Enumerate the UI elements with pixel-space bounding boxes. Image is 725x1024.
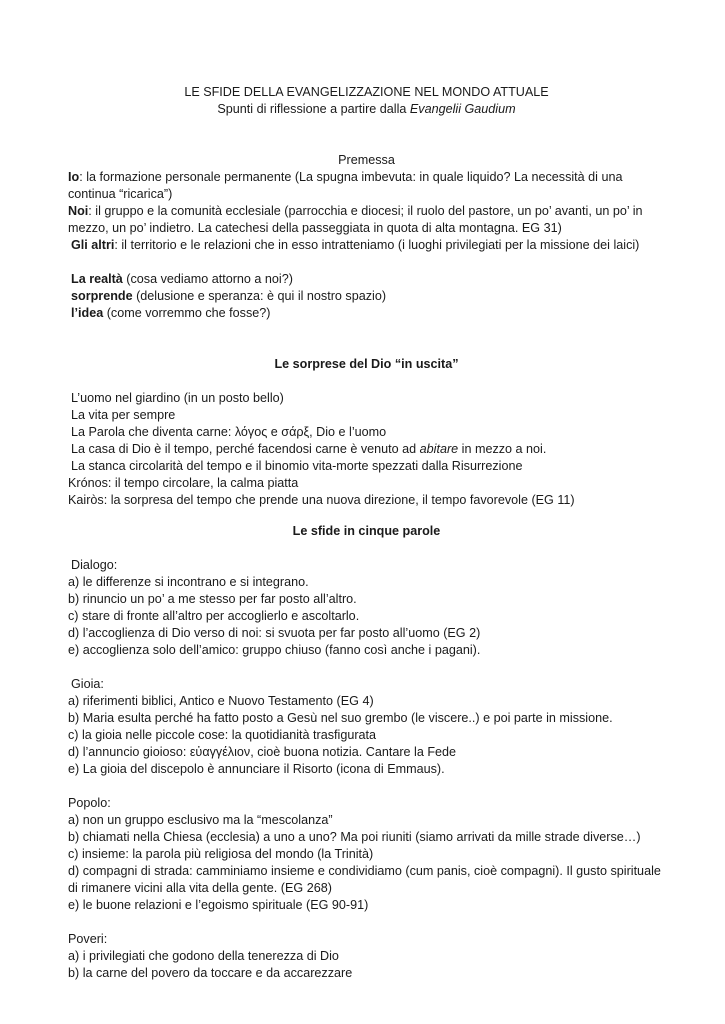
- sorprende-label: sorprende: [71, 289, 133, 303]
- gioia-item-e: e) La gioia del discepolo è annunciare il Risorto (icona di Emmaus).: [68, 762, 445, 776]
- poveri-item-a: a) i privilegiati che godono della tenerezza di Dio: [68, 949, 339, 963]
- noi-text: : il gruppo e la comunità ecclesiale (parrocchia e diocesi; il ruolo del pastore, un po’ avanti, un po’ in mezzo, un po’ indietro. La catechesi della passeggiata in quota di alta montagna. EG 31): [68, 204, 643, 235]
- popolo-item-a: a) non un gruppo esclusivo ma la “mescolanza”: [68, 813, 333, 827]
- premessa-noi: [68, 203, 665, 237]
- io-label: Io: [68, 170, 80, 184]
- popolo-item-c: c) insieme: la parola più religiosa del mondo (la Trinità): [68, 847, 374, 861]
- sfide-heading: Le sfide in cinque parole: [292, 524, 441, 538]
- sorprese-line-6: Krónos: il tempo circolare, la calma piatta: [68, 476, 299, 490]
- gioia-item-c: c) la gioia nelle piccole cose: la quotidianità trasfigurata: [68, 728, 377, 742]
- dialogo-item-c: c) stare di fronte all’altro per accoglierlo e ascoltarlo.: [68, 609, 360, 623]
- poveri-title: Poveri:: [68, 932, 108, 946]
- sorprese-line-3: La Parola che diventa carne: λόγος e σάρξ, Dio e l’uomo: [71, 425, 387, 439]
- popolo-title: Popolo:: [68, 796, 111, 810]
- premessa-sorprende: [68, 288, 665, 305]
- dialogo-item-b: b) rinuncio un po’ a me stesso per far posto all’altro.: [68, 592, 357, 606]
- sorprese-heading: Le sorprese del Dio “in uscita”: [274, 357, 459, 371]
- line4-prefix: La casa di Dio è il tempo, perché facendosi carne è venuto ad: [71, 442, 420, 456]
- gioia-title: Gioia:: [71, 677, 104, 691]
- idea-label: l’idea: [71, 306, 104, 320]
- realta-label: La realtà: [71, 272, 123, 286]
- document-subtitle: [68, 101, 665, 118]
- noi-label: Noi: [68, 204, 89, 218]
- sorprese-line-4: [68, 441, 665, 458]
- premessa-io: [68, 169, 665, 203]
- premessa-idea: [68, 305, 665, 322]
- sorprende-text: (delusione e speranza: è qui il nostro spazio): [132, 289, 387, 303]
- poveri-item-b: b) la carne del povero da toccare e da accarezzare: [68, 966, 353, 980]
- altri-label: Gli altri: [71, 238, 115, 252]
- dialogo-item-e: e) accoglienza solo dell’amico: gruppo chiuso (fanno così anche i pagani).: [68, 643, 481, 657]
- popolo-item-d: d) compagni di strada: camminiamo insieme e condividiamo (cum panis, cioè compagni). Il gusto spirituale di rimanere vicini alla vita della gente. (EG 268): [68, 864, 661, 895]
- line4-suffix: in mezzo a noi.: [458, 442, 547, 456]
- io-text: : la formazione personale permanente (La spugna imbevuta: in quale liquido? La necessità di una continua “ricarica”): [68, 170, 623, 201]
- sorprese-line-5: La stanca circolarità del tempo e il binomio vita-morte spezzati dalla Risurrezione: [71, 459, 523, 473]
- subtitle-italic-text: Evangelii Gaudium: [409, 102, 516, 116]
- sorprese-line-2: La vita per sempre: [71, 408, 176, 422]
- popolo-item-b: b) chiamati nella Chiesa (ecclesia) a uno a uno? Ma poi riuniti (siamo arrivati da mille strade diverse…): [68, 830, 641, 844]
- altri-text: : il territorio e le relazioni che in esso intratteniamo (i luoghi privilegiati per la missione dei laici): [114, 238, 640, 252]
- dialogo-item-d: d) l’accoglienza di Dio verso di noi: si svuota per far posto all’uomo (EG 2): [68, 626, 481, 640]
- premessa-heading: Premessa: [338, 153, 395, 167]
- gioia-item-d: d) l’annuncio gioioso: εὐαγγέλιον, cioè buona notizia. Cantare la Fede: [68, 745, 457, 759]
- subtitle-text: Spunti di riflessione a partire dalla: [217, 102, 410, 116]
- premessa-realta: [68, 271, 665, 288]
- document-title: LE SFIDE DELLA EVANGELIZZAZIONE NEL MONDO ATTUALE: [184, 85, 549, 99]
- dialogo-title: Dialogo:: [71, 558, 118, 572]
- idea-text: (come vorremmo che fosse?): [103, 306, 271, 320]
- premessa-altri: [68, 237, 665, 254]
- realta-text: (cosa vediamo attorno a noi?): [122, 272, 293, 286]
- gioia-item-a: a) riferimenti biblici, Antico e Nuovo Testamento (EG 4): [68, 694, 374, 708]
- sorprese-line-7: Kairòs: la sorpresa del tempo che prende una nuova direzione, il tempo favorevole (EG 11): [68, 493, 575, 507]
- dialogo-item-a: a) le differenze si incontrano e si integrano.: [68, 575, 309, 589]
- sorprese-line-1: L’uomo nel giardino (in un posto bello): [71, 391, 284, 405]
- gioia-item-b: b) Maria esulta perché ha fatto posto a Gesù nel suo grembo (le viscere..) e poi parte in missione.: [68, 711, 613, 725]
- popolo-item-e: e) le buone relazioni e l’egoismo spirituale (EG 90-91): [68, 898, 369, 912]
- line4-italic: abitare: [419, 442, 459, 456]
